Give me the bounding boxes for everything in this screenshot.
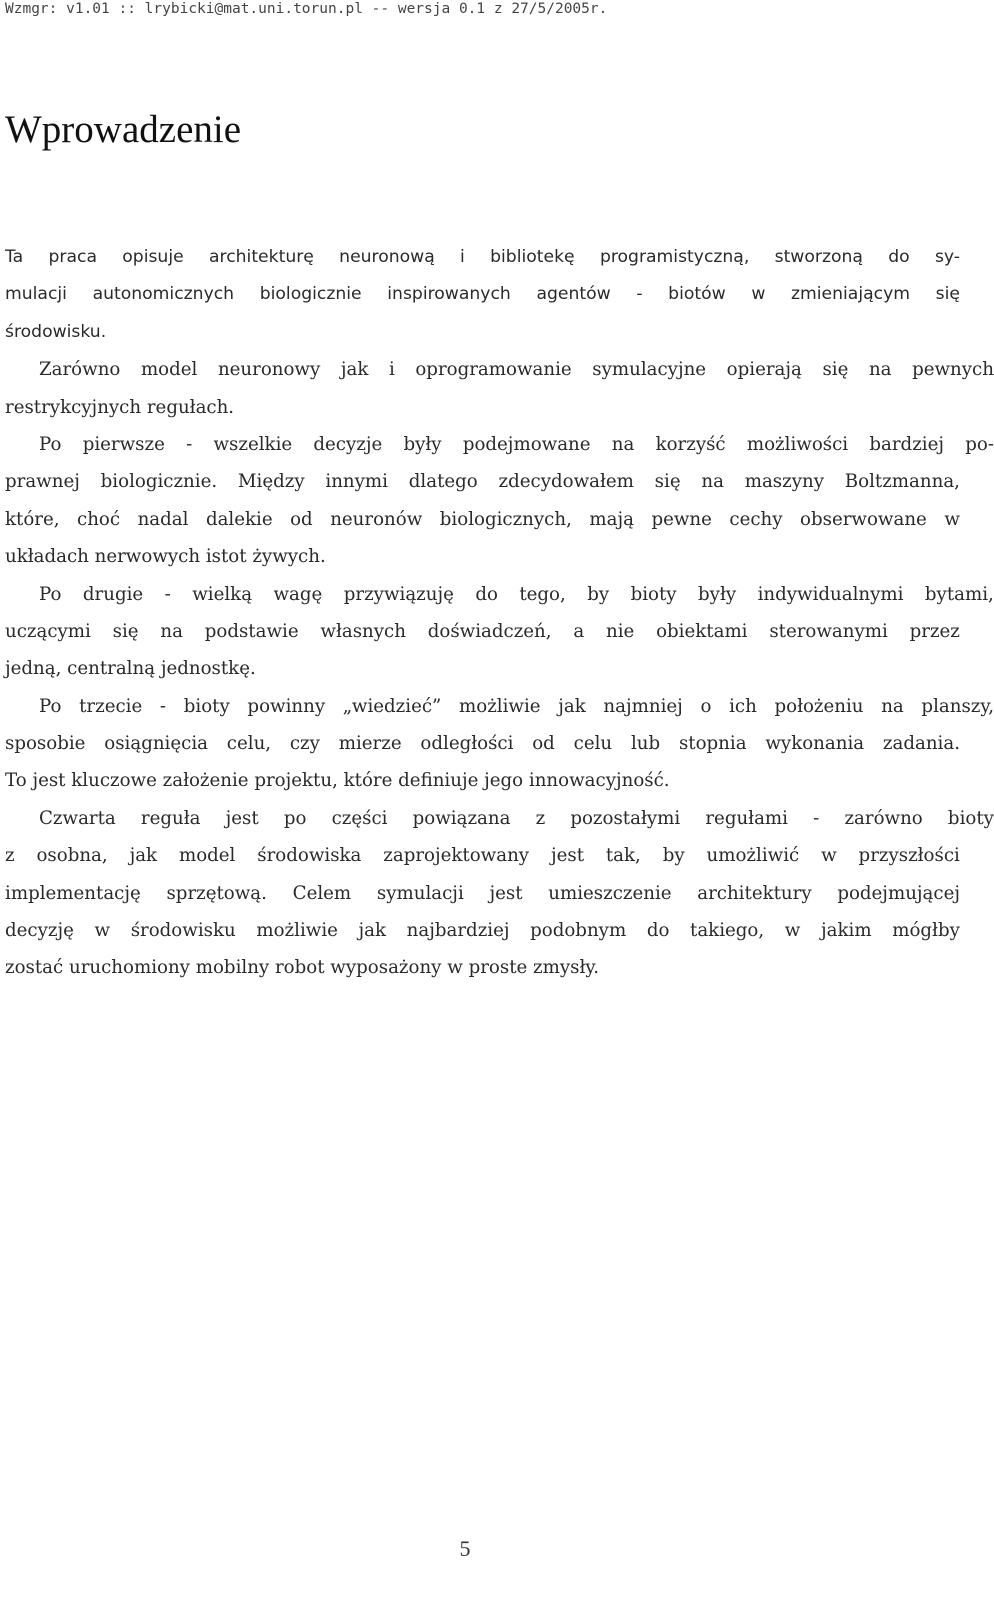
word: doświadczeń, xyxy=(427,620,552,642)
word: od xyxy=(532,733,555,755)
word: obserwowane xyxy=(800,508,927,530)
word: dlatego xyxy=(408,471,478,493)
word: innymi xyxy=(325,471,388,493)
word: celu xyxy=(573,733,613,755)
word: zarówno xyxy=(844,807,923,829)
text-line xyxy=(5,501,960,538)
word: zmieniającym xyxy=(791,284,911,305)
word: części xyxy=(331,807,388,829)
word: które, xyxy=(5,508,60,530)
word: na xyxy=(701,471,724,493)
word: najbardziej xyxy=(406,920,510,942)
word: decyzje xyxy=(313,433,383,455)
word: - xyxy=(164,583,171,605)
word: bioty xyxy=(183,695,230,717)
text-line xyxy=(5,351,994,388)
word: Czwarta xyxy=(39,807,116,829)
text-line: jedną, centralną jednostkę. xyxy=(5,658,256,680)
page-number: 5 xyxy=(459,1536,471,1561)
word: bibliotekę xyxy=(490,247,575,267)
word: a xyxy=(573,620,585,642)
text-line xyxy=(5,613,960,650)
word: do xyxy=(646,920,670,942)
word: środowiska xyxy=(257,845,362,867)
document-header: Wzmgr: v1.01 :: lrybicki@mat.uni.torun.pl -- wersja 0.1 z 27/5/2005r. xyxy=(5,1,608,17)
word: położeniu xyxy=(774,695,864,717)
word: tak, xyxy=(605,845,641,867)
word: Między xyxy=(237,471,305,493)
word: biologicznych, xyxy=(439,508,572,530)
word: sy- xyxy=(934,247,960,267)
text-line xyxy=(5,875,960,912)
word: Ta xyxy=(5,247,24,267)
word: możliwie xyxy=(459,695,541,717)
word: i xyxy=(388,359,395,381)
word: możliwości xyxy=(746,433,849,455)
word: biologicznie xyxy=(259,284,362,305)
word: się xyxy=(935,284,960,305)
word: bardziej xyxy=(869,433,944,455)
word: jak xyxy=(129,845,158,867)
word: po- xyxy=(965,433,994,455)
word: przez xyxy=(909,620,960,642)
word: na xyxy=(611,433,635,455)
word: jest xyxy=(550,845,584,867)
word: symulacji xyxy=(376,882,464,904)
word: w xyxy=(751,284,766,305)
word: wykonania xyxy=(765,733,865,755)
word: - xyxy=(159,695,167,717)
word: pewnych xyxy=(912,359,994,381)
word: korzyść xyxy=(655,433,726,455)
word: - xyxy=(636,284,643,305)
word: bytami, xyxy=(924,583,994,605)
word: się xyxy=(822,359,849,381)
word: - xyxy=(186,433,193,455)
word: autonomicznych xyxy=(92,284,235,305)
word: praca xyxy=(48,247,97,267)
word: drugie xyxy=(82,583,144,605)
word: bioty xyxy=(947,807,994,829)
word: tego, xyxy=(519,583,566,605)
word: osiągnięcia xyxy=(104,733,208,755)
word: decyzję xyxy=(5,920,74,942)
word: do xyxy=(475,583,498,605)
word: podejmującej xyxy=(837,882,960,904)
word: zdecydowałem xyxy=(498,471,634,493)
text-line xyxy=(5,688,994,725)
text-line: środowisku. xyxy=(5,321,107,342)
word: opierają xyxy=(726,359,802,381)
word: lub xyxy=(630,733,661,755)
word: - xyxy=(813,807,820,829)
word: czy xyxy=(289,733,320,755)
word: celu, xyxy=(226,733,272,755)
word: powinny xyxy=(247,695,326,717)
word: architektury xyxy=(697,882,812,904)
word: programistyczną, xyxy=(599,247,750,267)
word: wielką xyxy=(192,583,253,605)
word: „wiedzieć” xyxy=(342,695,442,717)
word: stopnia xyxy=(678,733,747,755)
word: by xyxy=(587,583,610,605)
text-line: układach nerwowych istot żywych. xyxy=(5,546,326,568)
word: stworzoną xyxy=(774,247,863,267)
word: środowisku xyxy=(130,920,236,942)
word: obiektami xyxy=(656,620,748,642)
word: do xyxy=(888,247,910,267)
word: cechy xyxy=(729,508,783,530)
text-line xyxy=(5,576,994,613)
text-line xyxy=(5,800,994,837)
word: trzecie xyxy=(79,695,143,717)
word: neuronową xyxy=(339,247,435,267)
word: uczącymi xyxy=(5,620,91,642)
word: implementację xyxy=(5,882,141,904)
word: prawnej xyxy=(5,471,80,493)
word: inspirowanych xyxy=(387,284,511,305)
word: regułami xyxy=(705,807,788,829)
word: jest xyxy=(225,807,259,829)
word: choć xyxy=(77,508,121,530)
word: w xyxy=(821,845,837,867)
word: biologicznie. xyxy=(100,471,218,493)
word: ich xyxy=(729,695,757,717)
word: w xyxy=(944,508,960,530)
word: model xyxy=(140,359,198,381)
word: na xyxy=(160,620,183,642)
word: oprogramowanie xyxy=(415,359,572,381)
word: Celem xyxy=(292,882,352,904)
word: najmniej xyxy=(603,695,683,717)
text-line xyxy=(5,276,960,313)
word: zaprojektowany xyxy=(383,845,530,867)
word: by xyxy=(662,845,685,867)
word: biotów xyxy=(668,284,726,305)
word: odległości xyxy=(420,733,514,755)
word: architekturę xyxy=(208,247,314,267)
word: sterowanymi xyxy=(769,620,888,642)
text-line xyxy=(5,725,960,762)
word: mulacji xyxy=(5,284,67,305)
word: wagę xyxy=(273,583,323,605)
word: mierze xyxy=(338,733,402,755)
word: po xyxy=(283,807,307,829)
word: na xyxy=(868,359,892,381)
word: jak xyxy=(558,695,586,717)
word: sposobie xyxy=(5,733,86,755)
word: się xyxy=(654,471,681,493)
word: Zarówno xyxy=(39,359,121,381)
word: neuronowy xyxy=(217,359,321,381)
word: pozostałymi xyxy=(570,807,681,829)
word: osobna, xyxy=(36,845,108,867)
word: mógłby xyxy=(892,920,960,942)
text-line: To jest kluczowe założenie projektu, które definiuje jego innowacyjność. xyxy=(5,770,670,792)
word: się xyxy=(112,620,139,642)
word: nadal xyxy=(137,508,189,530)
word: nie xyxy=(606,620,635,642)
word: agentów xyxy=(536,284,611,305)
body-text xyxy=(5,239,994,987)
text-line xyxy=(5,426,994,463)
text-line xyxy=(5,912,960,949)
word: takiego, xyxy=(690,920,765,942)
text-line xyxy=(5,239,960,276)
word: zadania. xyxy=(882,733,960,755)
word: przywiązuję xyxy=(343,583,454,605)
word: pewne xyxy=(651,508,712,530)
word: z xyxy=(5,845,15,867)
word: dalekie xyxy=(205,508,273,530)
word: jak xyxy=(358,920,387,942)
word: możliwie xyxy=(256,920,338,942)
text-line: zostać uruchomiony mobilny robot wyposażony w proste zmysły. xyxy=(5,957,600,979)
word: na xyxy=(881,695,904,717)
word: symulacyjne xyxy=(592,359,707,381)
word: wszelkie xyxy=(213,433,293,455)
word: maszyny xyxy=(744,471,824,493)
word: jakim xyxy=(821,920,872,942)
word: podejmowane xyxy=(462,433,591,455)
word: model xyxy=(178,845,236,867)
word: sprzętową. xyxy=(166,882,267,904)
word: umożliwić xyxy=(706,845,800,867)
word: reguła xyxy=(140,807,201,829)
word: w xyxy=(94,920,111,942)
word: podobnym xyxy=(530,920,627,942)
word: o xyxy=(700,695,712,717)
text-line xyxy=(5,463,960,500)
word: Po xyxy=(39,695,62,717)
word: były xyxy=(403,433,442,455)
word: bioty xyxy=(630,583,677,605)
word: umieszczenie xyxy=(548,882,672,904)
word: podstawie xyxy=(204,620,299,642)
word: były xyxy=(698,583,737,605)
word: pierwsze xyxy=(82,433,165,455)
word: jak xyxy=(340,359,369,381)
word: neuronów xyxy=(330,508,423,530)
word: jest xyxy=(489,882,523,904)
word: Po xyxy=(39,583,62,605)
word: z xyxy=(535,807,546,829)
word: mają xyxy=(589,508,634,530)
word: opisuje xyxy=(122,247,184,267)
word: Po xyxy=(39,433,62,455)
text-line xyxy=(5,837,960,874)
word: od xyxy=(290,508,313,530)
word: powiązana xyxy=(412,807,511,829)
word: Boltzmanna, xyxy=(844,471,960,493)
text-line: restrykcyjnych regułach. xyxy=(5,396,235,418)
word: i xyxy=(460,247,465,267)
word: przyszłości xyxy=(858,845,960,867)
section-title: Wprowadzenie xyxy=(5,108,242,151)
word: własnych xyxy=(320,620,406,642)
word: planszy, xyxy=(921,695,994,717)
word: w xyxy=(784,920,801,942)
word: indywidualnymi xyxy=(757,583,904,605)
